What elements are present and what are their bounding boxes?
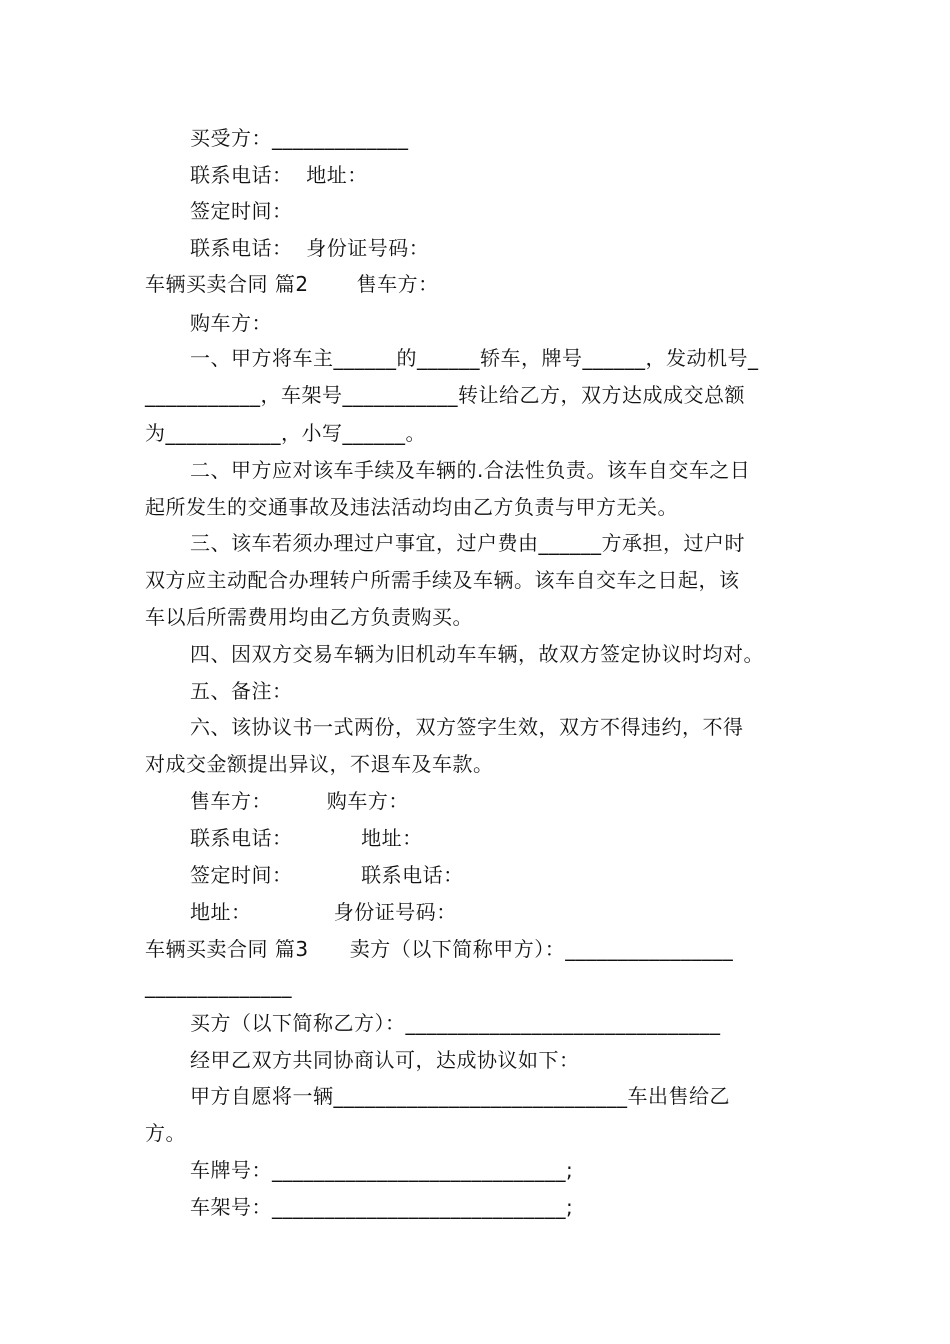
- sign-address-id-line: 地址： 身份证号码：: [190, 900, 457, 924]
- clause-3-line-2: 双方应主动配合办理转户所需手续及车辆。该车自交车之日起，该: [145, 568, 740, 592]
- clause-5-line: 五、备注：: [190, 679, 293, 703]
- sale-vehicle-line-2: 方。: [145, 1121, 186, 1145]
- clause-2-line-2: 起所发生的交通事故及违法活动均由乙方负责与甲方无关。: [145, 495, 678, 519]
- clause-1-line-1: 一、甲方将车主______的______轿车，牌号______，发动机号_: [190, 346, 759, 370]
- clause-3-line-1: 三、该车若须办理过户事宜，过户费由______方承担，过户时: [190, 531, 745, 555]
- clause-6-line-1: 六、该协议书一式两份，双方签字生效，双方不得违约，不得: [190, 715, 744, 739]
- car-buyer-line: 购车方：: [190, 311, 272, 335]
- clause-3-line-3: 车以后所需费用均由乙方负责购买。: [145, 605, 473, 629]
- clause-4-line: 四、因双方交易车辆为旧机动车车辆，故双方签定协议时均对。: [190, 642, 764, 666]
- plate-number-line: 车牌号：____________________________;: [190, 1158, 574, 1182]
- clause-1-line-2: ___________，车架号___________转让给乙方，双方达成成交总额: [145, 383, 745, 407]
- phone-address-line: 联系电话： 地址：: [190, 163, 368, 187]
- sign-date-phone-line: 签定时间： 联系电话：: [190, 863, 464, 887]
- sale-vehicle-line-1: 甲方自愿将一辆____________________________车出售给乙: [190, 1084, 730, 1108]
- sign-date-line: 签定时间：: [190, 199, 293, 223]
- clause-2-line-1: 二、甲方应对该车手续及车辆的.合法性负责。该车自交车之日: [190, 458, 751, 482]
- phone-id-line: 联系电话： 身份证号码：: [190, 236, 430, 260]
- buyer-party-line: 买方（以下简称乙方）：______________________________: [190, 1011, 721, 1035]
- seller-blank-continued: ______________: [145, 974, 292, 998]
- clause-1-line-3: 为___________，小写______。: [145, 421, 426, 445]
- section-title-2: 车辆买卖合同 篇2 售车方：: [145, 272, 439, 296]
- chassis-number-line: 车架号：____________________________;: [190, 1195, 574, 1219]
- seller-buyer-sign-line: 售车方： 购车方：: [190, 789, 409, 813]
- sign-phone-address-line: 联系电话： 地址：: [190, 826, 423, 850]
- buyer-line: 买受方：_____________: [190, 126, 409, 150]
- agreement-intro-line: 经甲乙双方共同协商认可，达成协议如下：: [190, 1048, 580, 1072]
- section-title-3: 车辆买卖合同 篇3 卖方（以下简称甲方）：________________: [145, 937, 734, 961]
- clause-6-line-2: 对成交金额提出异议，不退车及车款。: [145, 752, 494, 776]
